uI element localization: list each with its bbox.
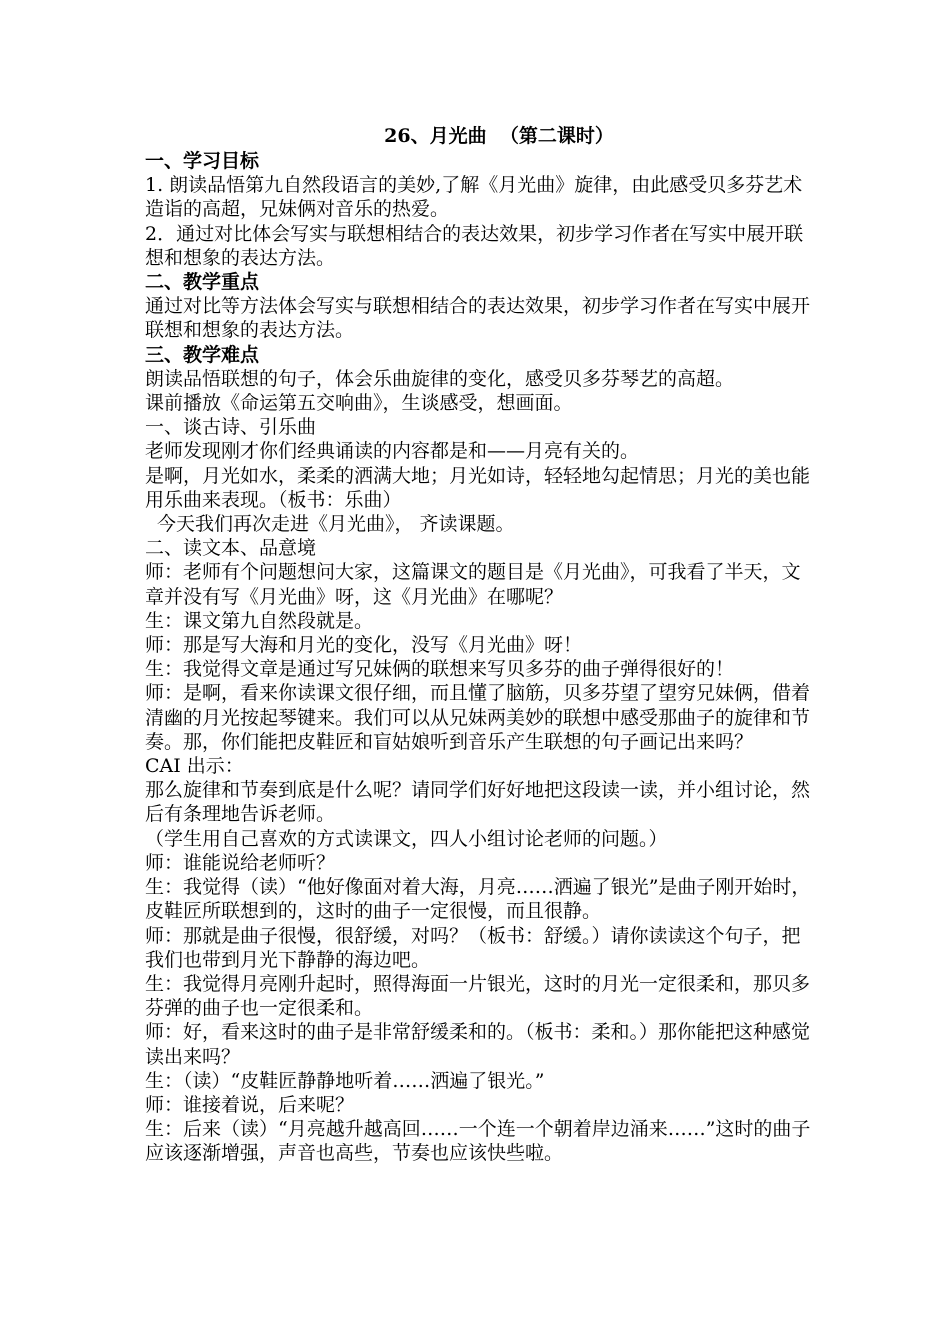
paragraph: 师：好，看来这时的曲子是非常舒缓柔和的。（板书：柔和。）那你能把这种感觉读出来吗？ (145, 1021, 811, 1068)
paragraph: 生：我觉得（读）“他好像面对着大海，月亮……洒遍了银光”是曲子刚开始时，皮鞋匠所联想到的，这时的曲子一定很慢，而且很静。 (145, 876, 811, 923)
paragraph: 1. 朗读品悟第九自然段语言的美妙,了解《月光曲》旋律，由此感受贝多芬艺术造诣的高超，兄妹俩对音乐的热爱。 (145, 174, 803, 221)
paragraph: 课前播放《命运第五交响曲》，生谈感受，想画面。 (145, 392, 573, 415)
paragraph: 是啊，月光如水，柔柔的洒满大地；月光如诗，轻轻地勾起情思；月光的美也能用乐曲来表现。（板书：乐曲） (145, 464, 811, 511)
paragraph: 生：课文第九自然段就是。 (145, 609, 374, 632)
paragraph: 生：后来（读）“月亮越升越高回……一个连一个朝着岸边涌来……”这时的曲子应该逐渐增强，声音也高些，节奏也应该快些啦。 (145, 1118, 811, 1165)
paragraph: 朗读品悟联想的句子，体会乐曲旋律的变化，感受贝多芬琴艺的高超。 (145, 367, 735, 390)
paragraph: 二、读文本、品意境 (145, 537, 317, 560)
section-heading: 一、学习目标 (145, 150, 260, 172)
paragraph: 今天我们再次走进《月光曲》， 齐读课题。 (157, 513, 515, 536)
paragraph: 师：谁能说给老师听？ (145, 851, 336, 874)
paragraph: 通过对比等方法体会写实与联想相结合的表达效果，初步学习作者在写实中展开联想和想象的表达方法。 (145, 295, 811, 342)
paragraph: 2．通过对比体会写实与联想相结合的表达效果，初步学习作者在写实中展开联想和想象的表达方法。 (145, 222, 804, 269)
document-page (145, 123, 813, 1166)
paragraph: 师：谁接着说，后来呢？ (145, 1093, 355, 1116)
paragraph: 一、谈古诗、引乐曲 (145, 416, 317, 439)
section-heading: 三、教学难点 (145, 343, 260, 366)
paragraph: 师：那是写大海和月光的变化，没写《月光曲》呀！ (145, 634, 583, 657)
paragraph: 那么旋律和节奏到底是什么呢？请同学们好好地把这段读一读，并小组讨论，然后有条理地告诉老师。 (145, 779, 811, 826)
paragraph: 老师发现刚才你们经典诵读的内容都是和——月亮有关的。 (145, 440, 640, 463)
paragraph: 师：那就是曲子很慢，很舒缓，对吗？（板书：舒缓。）请你读读这个句子，把我们也带到月光下静静的海边吧。 (145, 924, 801, 971)
paragraph: 生：我觉得文章是通过写兄妹俩的联想来写贝多芬的曲子弹得很好的！ (145, 658, 735, 681)
paragraph: 生：我觉得月亮刚升起时，照得海面一片银光，这时的月光一定很柔和，那贝多芬弹的曲子也一定很柔和。 (145, 972, 811, 1020)
document-body (145, 149, 813, 1166)
paragraph: CAI 出示： (145, 755, 244, 778)
document-title: 26、月光曲 （第二课时） (384, 125, 614, 147)
paragraph: 师：老师有个问题想问大家，这篇课文的题目是《月光曲》，可我看了半天，文章并没有写《月光曲》呀，这《月光曲》在哪呢？ (145, 561, 801, 608)
paragraph: 师：是啊，看来你读课文很仔细，而且懂了脑筋，贝多芬望了望穷兄妹俩，借着清幽的月光按起琴键来。我们可以从兄妹两美妙的联想中感受那曲子的旋律和节奏。那，你们能把皮鞋匠和盲姑娘听到音乐产生联想的句子画记出来吗？ (145, 682, 811, 753)
paragraph: 生：（读）“皮鞋匠静静地听着……洒遍了银光。” (145, 1069, 545, 1092)
paragraph: （学生用自己喜欢的方式读课文，四人小组讨论老师的问题。） (145, 827, 668, 850)
section-heading: 二、教学重点 (145, 271, 260, 294)
